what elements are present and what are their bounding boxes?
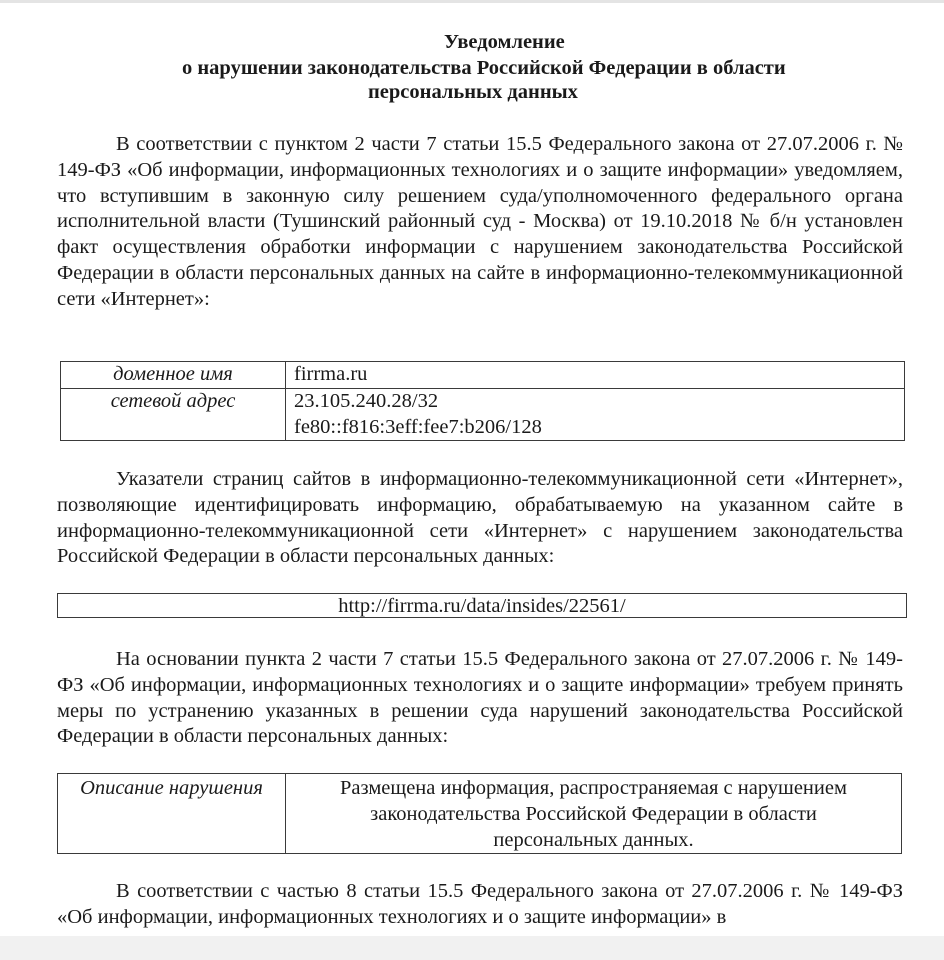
violation-label: Описание нарушения bbox=[58, 774, 286, 854]
paragraph-page-pointers: Указатели страниц сайтов в информационно-телекоммуникационной сети «Интернет», позволяющие идентифицировать информацию, обрабатываемую на указанном сайте в информационно-телекоммуникационной сети «Интернет» с нарушением законодательства Российской Федерации в области персональных данных: bbox=[57, 468, 903, 568]
violation-table bbox=[57, 773, 902, 854]
title-line-3: персональных данных bbox=[368, 81, 578, 103]
top-border bbox=[0, 0, 944, 3]
paragraph-notification: В соответствии с пунктом 2 части 7 статьи 15.5 Федерального закона от 27.07.2006 г. № 149-ФЗ «Об информации, информационных технологиях и о защите информации» уведомляем, что вступившим в законную силу решением суда/уполномоченного федерального органа исполнительной власти (Тушинский районный суд - Москва) от 19.10.2018 № б/н установлен факт осуществления обработки информации с нарушением законодательства Российской Федерации в области персональных данных на сайте в информационно-телекоммуникационной сети «Интернет»: bbox=[57, 133, 903, 310]
table-row bbox=[61, 388, 905, 441]
paragraph-requirement: На основании пункта 2 части 7 статьи 15.5 Федерального закона от 27.07.2006 г. № 149-ФЗ «Об информации, информационных технологиях и о защите информации» требуем принять меры по устранению указанных в решении суда нарушений законодательства Российской Федерации в области персональных данных: bbox=[57, 648, 903, 748]
violation-line: законодательства Российской Федерации в области bbox=[370, 802, 817, 825]
address-label: сетевой адрес bbox=[61, 388, 286, 441]
title-line-1: Уведомление bbox=[444, 31, 565, 53]
page-bottom-edge bbox=[0, 936, 944, 960]
ip-address-v4: 23.105.240.28/32 bbox=[294, 389, 439, 412]
domain-value: firrma.ru bbox=[286, 362, 905, 389]
address-values bbox=[286, 388, 905, 441]
site-info-table bbox=[60, 361, 905, 441]
table-row bbox=[58, 774, 902, 854]
paragraph-part-8: В соответствии с частью 8 статьи 15.5 Федерального закона от 27.07.2006 г. № 149-ФЗ «Об информации, информационных технологиях и о защите информации» в bbox=[57, 880, 903, 928]
ip-address-v6: fe80::f816:3eff:fee7:b206/128 bbox=[294, 415, 542, 438]
violation-description bbox=[286, 774, 902, 854]
domain-label: доменное имя bbox=[61, 362, 286, 389]
title-line-2: о нарушении законодательства Российской Федерации в области bbox=[182, 57, 786, 79]
violation-line: персональных данных. bbox=[493, 828, 694, 851]
table-row bbox=[61, 362, 905, 389]
violation-line: Размещена информация, распространяемая с нарушением bbox=[340, 777, 847, 799]
url-box: http://firrma.ru/data/insides/22561/ bbox=[57, 593, 907, 618]
